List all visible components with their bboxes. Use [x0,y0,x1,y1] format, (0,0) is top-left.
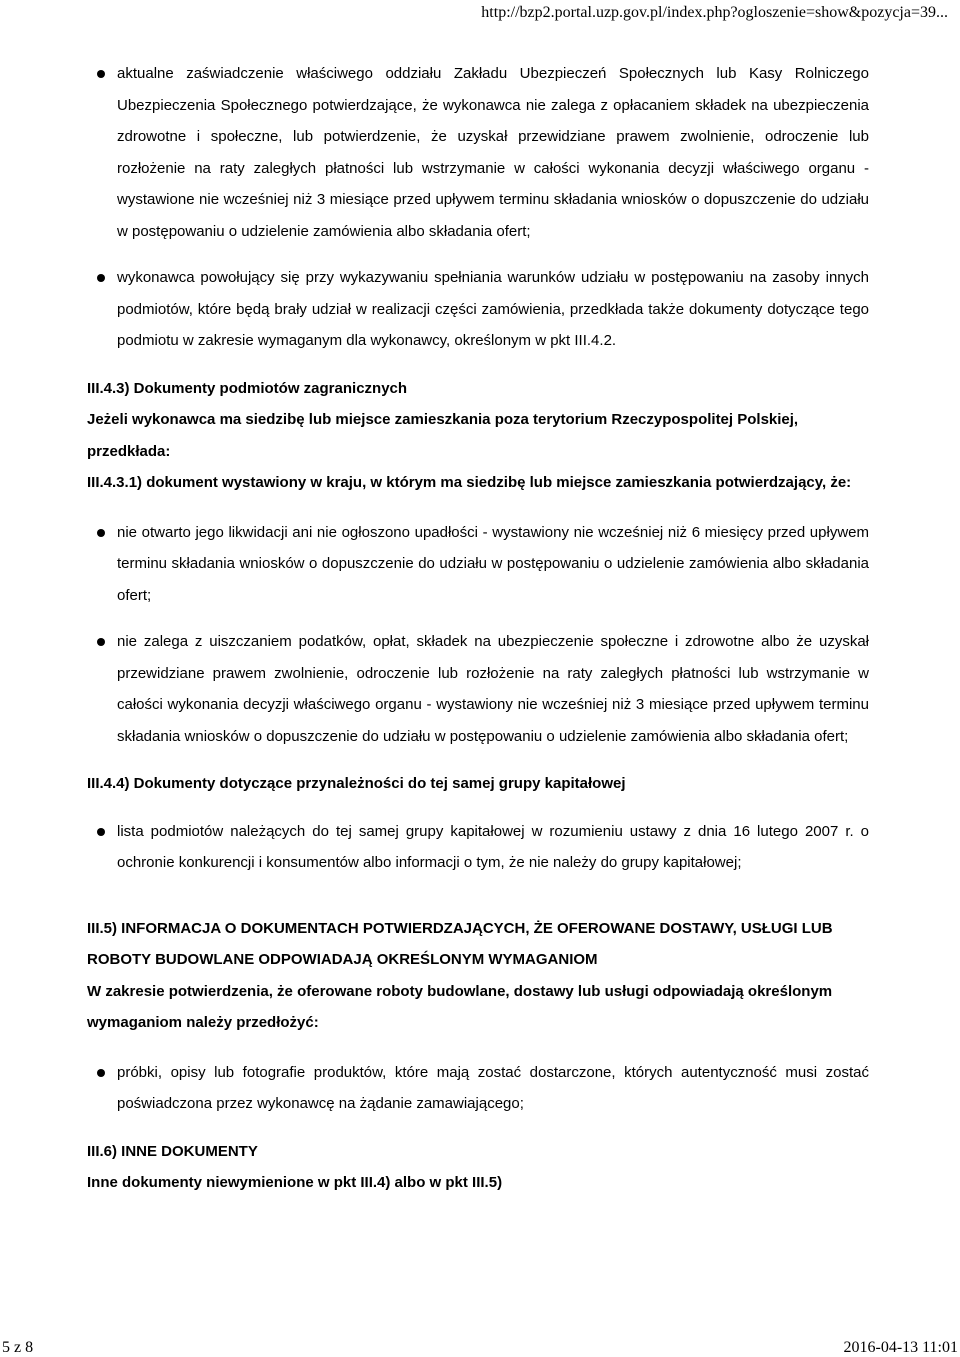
page-number: 5 z 8 [2,1339,34,1356]
page-url: http://bzp2.portal.uzp.gov.pl/index.php?ogloszenie=show&pozycja=39... [481,4,948,21]
document-body [87,58,869,1199]
bullet-list-d [87,1057,869,1120]
list-item: nie otwarto jego likwidacji ani nie ogłoszono upadłości - wystawiony nie wcześniej niż 6 miesięcy przed upływem terminu składania wniosków o dopuszczenie do udziału w postępowaniu o udzielenie zamówienia albo składania ofert; [87,517,869,612]
list-item: wykonawca powołujący się przy wykazywaniu spełniania warunków udziału w postępowaniu na zasoby innych podmiotów, które będą brały udział w realizacji części zamówienia, przedkłada także dokumenty dotyczące tego podmiotu w zakresie wymaganym dla wykonawcy, określonym w pkt III.4.2. [87,262,869,357]
bullet-list-c [87,816,869,879]
bullet-list-b [87,517,869,753]
bullet-list-a [87,58,869,357]
section-heading-iii-4-4: III.4.4) Dokumenty dotyczące przynależności do tej samej grupy kapitałowej [87,775,626,792]
list-item: nie zalega z uiszczaniem podatków, opłat, składek na ubezpieczenie społeczne i zdrowotne albo że uzyskał przewidziane prawem zwolnienie, odroczenie lub rozłożenie na raty zaległych płatności lub wstrzymanie w całości wykonania decyzji właściwego organu - wystawiony nie wcześniej niż 3 miesiące przed upływem terminu składania wniosków o dopuszczenie do udziału w postępowaniu o udzielenie zamówienia albo składania ofert; [87,626,869,752]
print-datetime: 2016-04-13 11:01 [843,1339,958,1356]
section-heading-iii-4-3: III.4.3) Dokumenty podmiotów zagranicznych [87,379,408,397]
section-intro: W zakresie potwierdzenia, że oferowane roboty budowlane, dostawy lub usługi odpowiadają określonym wymaganiom należy przedłożyć: [87,982,833,1031]
subsection-heading: III.4.3.1) dokument wystawiony w kraju, w którym ma siedzibę lub miejsce zamieszkania potwierdzający, że: [87,474,852,491]
list-item: próbki, opisy lub fotografie produktów, które mają zostać dostarczone, których autentyczność musi zostać poświadczona przez wykonawcę na żądanie zamawiającego; [87,1057,869,1120]
section-heading-iii-5: III.5) INFORMACJA O DOKUMENTACH POTWIERDZAJĄCYCH, ŻE OFEROWANE DOSTAWY, USŁUGI LUB ROBOTY BUDOWLANE ODPOWIADAJĄ OKREŚLONYM WYMAGANIOM [87,919,833,968]
list-item: aktualne zaświadczenie właściwego oddziału Zakładu Ubezpieczeń Społecznych lub Kasy Rolniczego Ubezpieczenia Społecznego potwierdzające, że wykonawca nie zalega z opłacaniem składek na ubezpieczenia zdrowotne i społeczne, lub potwierdzenie, że uzyskał przewidziane prawem zwolnienie, odroczenie lub rozłożenie na raty zaległych płatności lub wstrzymanie w całości wykonania decyzji właściwego organu - wystawione nie wcześniej niż 3 miesiące przed upływem terminu składania wniosków o dopuszczenie do udziału w postępowaniu o udzielenie zamówienia albo składania ofert; [87,58,869,247]
section-intro: Inne dokumenty niewymienione w pkt III.4) albo w pkt III.5) [87,1174,503,1191]
section-heading-iii-6: III.6) INNE DOKUMENTY [87,1142,258,1160]
list-item: lista podmiotów należących do tej samej grupy kapitałowej w rozumieniu ustawy z dnia 16 lutego 2007 r. o ochronie konkurencji i konsumentów albo informacji o tym, że nie należy do grupy kapitałowej; [87,816,869,879]
section-intro: Jeżeli wykonawca ma siedzibę lub miejsce zamieszkania poza terytorium Rzeczypospolitej Polskiej, przedkłada: [87,411,799,460]
